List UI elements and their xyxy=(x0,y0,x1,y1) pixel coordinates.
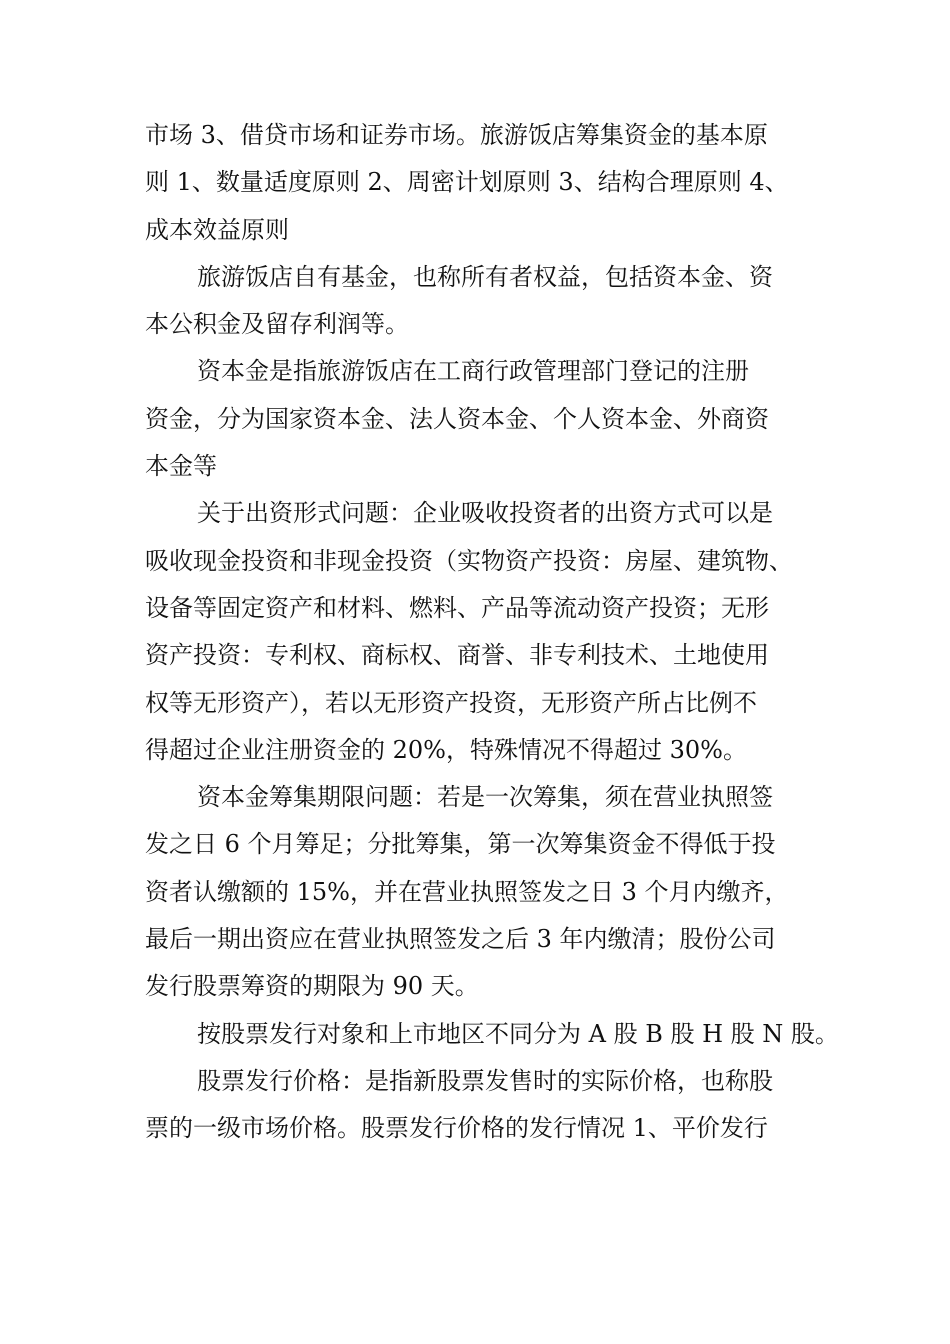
text-line: 吸收现金投资和非现金投资（实物资产投资：房屋、建筑物、 xyxy=(145,546,793,575)
text-line: 资者认缴额的 15%，并在营业执照签发之日 3 个月内缴齐， xyxy=(145,877,789,906)
document-body xyxy=(145,112,839,1153)
text-line: 按股票发行对象和上市地区不同分为 A 股 B 股 H 股 N 股。 xyxy=(197,1019,839,1048)
text-line: 得超过企业注册资金的 20%，特殊情况不得超过 30%。 xyxy=(145,735,747,764)
text-line: 本金等 xyxy=(145,452,217,481)
text-line: 资本金筹集期限问题：若是一次筹集，须在营业执照签 xyxy=(197,783,773,812)
text-line: 发行股票筹资的期限为 90 天。 xyxy=(145,972,479,1001)
paragraph-stock-issue-price xyxy=(145,1058,820,1153)
text-line: 票的一级市场价格。股票发行价格的发行情况 1、平价发行 xyxy=(145,1114,768,1143)
text-line: 设备等固定资产和材料、燃料、产品等流动资产投资；无形 xyxy=(145,593,769,622)
text-line: 最后一期出资应在营业执照签发之后 3 年内缴清；股份公司 xyxy=(145,925,776,954)
paragraph-owner-equity xyxy=(145,254,820,349)
text-line: 资金，分为国家资本金、法人资本金、个人资本金、外商资 xyxy=(145,404,769,433)
text-line: 资本金是指旅游饭店在工商行政管理部门登记的注册 xyxy=(197,357,749,386)
text-line: 本公积金及留存利润等。 xyxy=(145,310,409,339)
text-line: 关于出资形式问题：企业吸收投资者的出资方式可以是 xyxy=(197,499,773,528)
paragraph-capital-raising-period xyxy=(145,774,820,1010)
paragraph-capital-contribution-forms xyxy=(145,490,820,774)
text-line: 资产投资：专利权、商标权、商誉、非专利技术、土地使用 xyxy=(145,641,769,670)
text-line: 旅游饭店自有基金，也称所有者权益，包括资本金、资 xyxy=(197,262,773,291)
text-line: 权等无形资产），若以无形资产投资，无形资产所占比例不 xyxy=(145,688,757,717)
text-line: 市场 3、借贷市场和证券市场。旅游饭店筹集资金的基本原 xyxy=(145,121,768,149)
text-line: 成本效益原则 xyxy=(145,215,289,244)
text-line: 则 1、数量适度原则 2、周密计划原则 3、结构合理原则 4、 xyxy=(145,168,789,197)
paragraph-stock-classes xyxy=(145,1011,839,1058)
text-line: 股票发行价格：是指新股票发售时的实际价格，也称股 xyxy=(197,1066,773,1095)
paragraph-capital-markets-principles xyxy=(145,112,820,254)
text-line: 发之日 6 个月筹足；分批筹集，第一次筹集资金不得低于投 xyxy=(145,830,776,859)
paragraph-registered-capital xyxy=(145,348,820,490)
